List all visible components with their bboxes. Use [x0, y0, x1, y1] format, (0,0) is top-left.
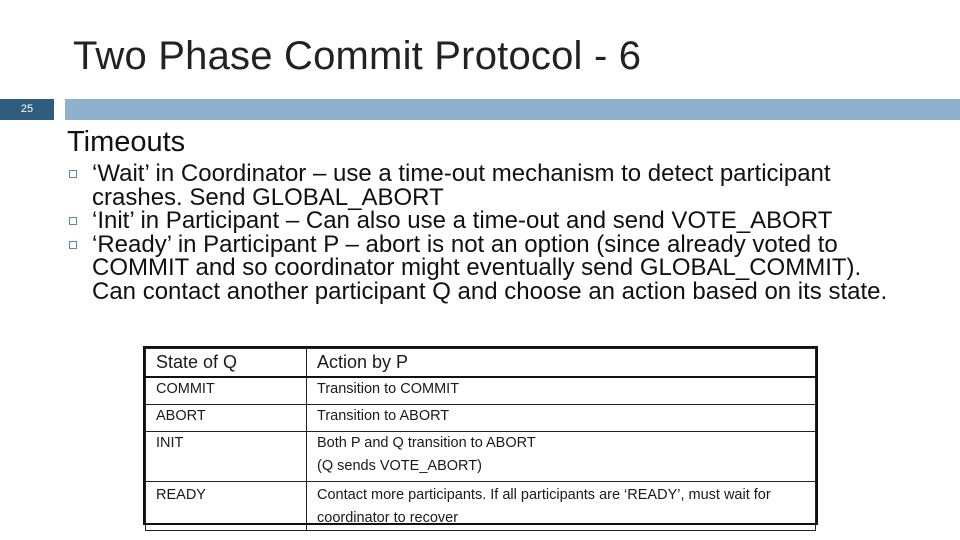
slide-number: 25 [20, 103, 34, 115]
state-cell: COMMIT [146, 377, 307, 405]
bullet-text: ‘Init’ in Participant – Can also use a time-out and send VOTE_ABORT [92, 207, 833, 234]
bullet-text: ‘Wait’ in Coordinator – use a time-out mechanism to detect participant crashes. Send GLOBAL_ABORT [92, 160, 831, 211]
bullet-list [69, 162, 899, 303]
bullet-item [69, 230, 899, 305]
bullet-text: ‘Ready’ in Participant P – abort is not an option (since already voted to COMMIT and so coordinator might eventually send GLOBAL_COMMIT). Can contact another participant Q and choose an action based on its state. [92, 230, 888, 305]
header-bar [65, 99, 960, 120]
hollow-square-icon [69, 217, 77, 225]
table-row [146, 377, 816, 405]
bullet-item [69, 209, 899, 233]
table-header-row [146, 349, 816, 378]
hollow-square-icon [69, 241, 77, 249]
hollow-square-icon [69, 170, 77, 178]
action-line: Both P and Q transition to ABORT [317, 435, 536, 451]
state-cell: INIT [146, 432, 307, 482]
action-cell: Contact more participants. If all participants are ‘READY’, must wait for coordinator to recover [307, 482, 816, 531]
section-heading: Timeouts [67, 126, 186, 158]
action-line-note: (Q sends VOTE_ABORT) [317, 457, 482, 474]
table-row [146, 482, 816, 531]
action-cell [307, 432, 816, 482]
action-cell: Transition to COMMIT [307, 377, 816, 405]
table-row [146, 432, 816, 482]
action-cell: Transition to ABORT [307, 405, 816, 432]
state-cell: READY [146, 482, 307, 531]
state-cell: ABORT [146, 405, 307, 432]
state-action-table [145, 348, 816, 531]
table-row [146, 405, 816, 432]
bullet-item [69, 162, 899, 209]
header-action-by-p: Action by P [307, 349, 816, 378]
slide-title: Two Phase Commit Protocol - 6 [73, 34, 642, 78]
header-state-of-q: State of Q [146, 349, 307, 378]
